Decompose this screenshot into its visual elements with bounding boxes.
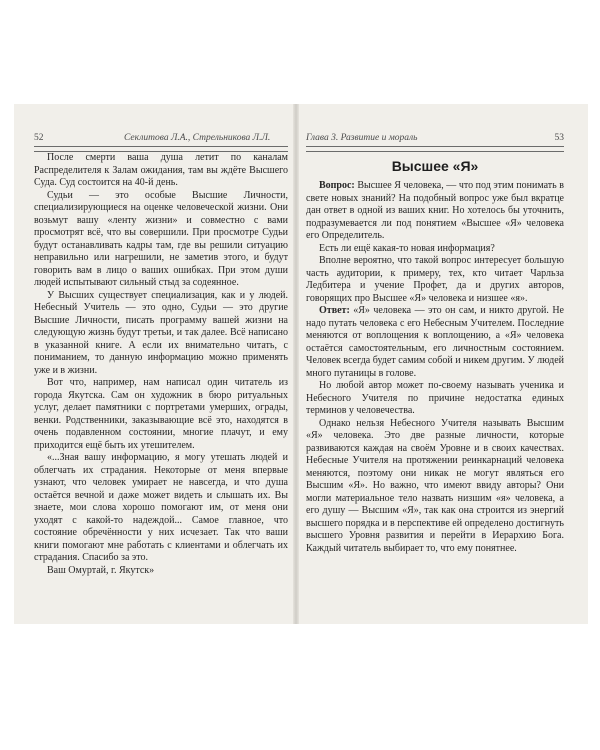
letter-signature: Ваш Омуртай, г. Якутск» xyxy=(47,564,155,576)
paragraph: Однако нельзя Небесного Учителя называть Высшим «Я» человека. Это две разные личности, которые развиваются каждая на своём Уровне и в своих качествах. Небесные Учителя на протяжении реинкарнаций человека меняются, поэтому они никак не могут являться его Высшим «Я». Но важно, что имеют ввиду авторы? Они могли материальное тело назвать низшим «я» человека, а его душу — Высшим «Я», так как она строится из энергий высшего порядка и в перспективе ей определено достигнуть высшего Уровня развития и перейти в Иерархию Бога. Каждый читатель выбирает то, что ему понятнее. xyxy=(306,417,564,554)
book-gutter xyxy=(293,104,299,624)
question-label: Вопрос: xyxy=(319,180,355,191)
paragraph: Но любой автор может по-своему называть ученика и Небесного Учителя по причине недостатка единых терминов у человечества. xyxy=(306,380,564,416)
left-running-title: Секлитова Л.А., Стрельникова Л.Л. xyxy=(124,133,271,143)
right-page-body xyxy=(306,180,564,555)
paragraph: Судьи — это особые Высшие Личности, специализирующиеся на оценке человеческой жизни. Они возьмут вашу «ленту жизни» и совместно с вами просмотрят всё, что вы совершили. При просмотре Судьи будут останавливать кадры там, где вы решили ситуацию неправильно или нагрешили, не заметив этого, и будут говорить вам в лицо о ваших ошибках. При этом души людей испытывают сильный стыд за содеянное. xyxy=(34,189,288,288)
answer-label: Ответ: xyxy=(319,305,350,316)
right-header-rule xyxy=(306,146,564,152)
question-paragraph xyxy=(306,180,564,243)
question-text: Высшее Я человека, — что под этим понимать в свете новых знаний? На подобный вопрос уже был вкратце дан ответ в одной из ваших книг. Но хотелось бы уточнить, подразумевается ли под понятием «Высшее «Я» человека его Определитель. xyxy=(306,180,564,241)
right-page-number: 53 xyxy=(554,133,564,143)
answer-paragraph xyxy=(306,305,564,380)
paragraph: Вот что, например, нам написал один читатель из города Якутска. Сам он художник в бюро ритуальных услуг, делает памятники с портретами умерших, ограды, венки. Родственники, заказывающие всё это, находятся в очень подавленном состоянии, многие плачут, и ему приходится ещё быть их утешителем. xyxy=(34,377,288,451)
quote-paragraph: «...Зная вашу информацию, я могу утешать людей и облегчать их страдания. Некоторые от меня впервые узнают, что человек умирает не навсегда, и что душа остаётся вечной и даже может видеть и слышать их. Вы знаете, мои слова хорошо помогают им, от меня они уходят с какой-то надеждой... Самое главное, что состояние обречённости у них исчезает. Так что ваши книги помогают мне работать с клиентами и облегчать их страдания. Спасибо за это. xyxy=(34,452,288,563)
left-page-body xyxy=(34,152,288,577)
right-running-title: Глава 3. Развитие и мораль xyxy=(306,133,418,143)
paragraph: У Высших существует специализация, как и у людей. Небесный Учитель — это одно, Судьи — это другие Высшие Личности, писать программу вашей жизни на следующую жизнь будут третьи, и так далее. Всё написано в указанной книге. А если их внимательно читать, с пониманием, то данную информацию можно применять уже и в жизни. xyxy=(34,289,288,376)
section-title: Высшее «Я» xyxy=(391,158,479,174)
paragraph: После смерти ваша душа летит по каналам Распределителя к Залам ожидания, там вы ждёте Высшего Суда. Суд состоится на 40-й день. xyxy=(34,152,288,188)
paragraph: Есть ли ещё какая-то новая информация? xyxy=(319,242,495,254)
paragraph: Вполне вероятно, что такой вопрос интересует большую часть аудитории, к примеру, тех, кто читает Чарльза Ледбитера и учение Профет, да и других авторов, говорящих про Высшее «Я» человека и низшее «я». xyxy=(306,255,564,304)
left-page-number: 52 xyxy=(34,133,44,143)
answer-text: «Я» человека — это он сам, и никто другой. Не надо путать человека с его Небесным Учителем. Последние меняются от воплощения к воплощению, а «Я» человека остаётся самостоятельным, его личностным состоянием. Человек всегда будет самим собой и никем другим. У людей много путаницы в голове. xyxy=(306,305,564,379)
